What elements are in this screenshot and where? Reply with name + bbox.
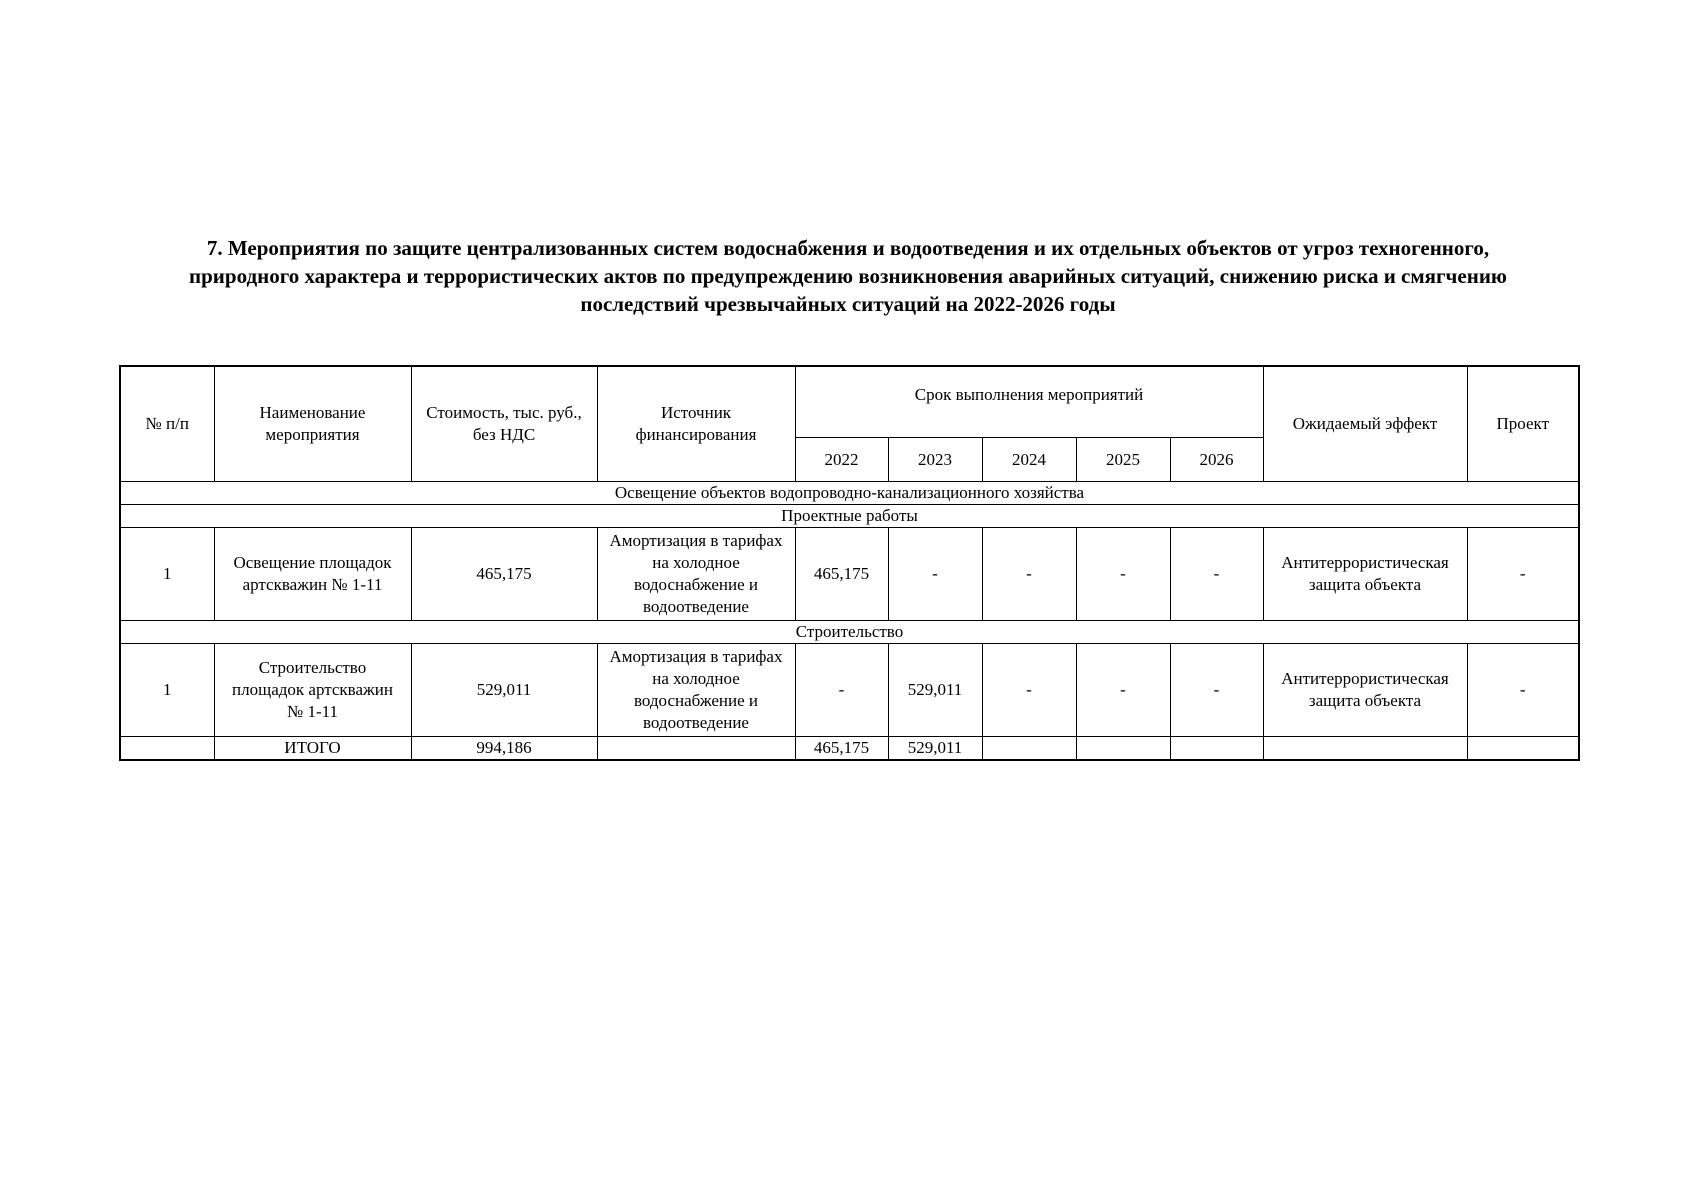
- cell-year: -: [795, 644, 888, 737]
- header-cost: Стоимость, тыс. руб., без НДС: [411, 366, 597, 482]
- cell-year: 465,175: [795, 528, 888, 621]
- header-source: Источник финансирования: [597, 366, 795, 482]
- cell-source: Амортизация в тарифах на холодное водоснабжение и водоотведение: [597, 644, 795, 737]
- cell-year: -: [1170, 644, 1263, 737]
- title-line-1: 7. Мероприятия по защите централизованных систем водоснабжения и водоотведения и их отдельных объектов от угроз техногенного,: [206, 236, 1490, 260]
- total-row: [120, 737, 1579, 761]
- cell-name: Строительство площадок артскважин № 1-11: [214, 644, 411, 737]
- cell-year: -: [982, 528, 1076, 621]
- title-line-2: природного характера и террористических актов по предупреждению возникновения аварийных ситуаций, снижению риска и смягчению: [189, 264, 1507, 288]
- cell-cost: 465,175: [411, 528, 597, 621]
- section-title: Проектные работы: [120, 505, 1579, 528]
- header-year: 2022: [795, 438, 888, 482]
- total-year: 465,175: [795, 737, 888, 761]
- cell-name: Освещение площадок артскважин № 1-11: [214, 528, 411, 621]
- cell-source: Амортизация в тарифах на холодное водоснабжение и водоотведение: [597, 528, 795, 621]
- cell-year: -: [1076, 644, 1170, 737]
- header-name: Наименование мероприятия: [214, 366, 411, 482]
- total-project: [1467, 737, 1579, 761]
- cell-year: -: [888, 528, 982, 621]
- group-title-row: [120, 482, 1579, 505]
- title-line-3: последствий чрезвычайных ситуаций на 2022-2026 годы: [580, 292, 1116, 316]
- total-source: [597, 737, 795, 761]
- header-term: Срок выполнения мероприятий: [795, 366, 1263, 438]
- total-num: [120, 737, 214, 761]
- table-row: [120, 644, 1579, 737]
- group-title: Освещение объектов водопроводно-канализационного хозяйства: [120, 482, 1579, 505]
- total-effect: [1263, 737, 1467, 761]
- cell-effect: Антитеррористическая защита объекта: [1263, 528, 1467, 621]
- cell-year: 529,011: [888, 644, 982, 737]
- cell-year: -: [982, 644, 1076, 737]
- total-label: ИТОГО: [214, 737, 411, 761]
- document-title: [130, 234, 1566, 318]
- header-year: 2026: [1170, 438, 1263, 482]
- header-row-1: [120, 366, 1579, 438]
- measures-table: [119, 365, 1580, 761]
- header-effect: Ожидаемый эффект: [1263, 366, 1467, 482]
- total-year: [982, 737, 1076, 761]
- header-year: 2024: [982, 438, 1076, 482]
- cell-effect: Антитеррористическая защита объекта: [1263, 644, 1467, 737]
- cell-cost: 529,011: [411, 644, 597, 737]
- cell-num: 1: [120, 528, 214, 621]
- header-num: № п/п: [120, 366, 214, 482]
- total-cost: 994,186: [411, 737, 597, 761]
- cell-project: -: [1467, 528, 1579, 621]
- header-year: 2025: [1076, 438, 1170, 482]
- section-title: Строительство: [120, 621, 1579, 644]
- cell-year: -: [1076, 528, 1170, 621]
- total-year: 529,011: [888, 737, 982, 761]
- total-year: [1076, 737, 1170, 761]
- header-project: Проект: [1467, 366, 1579, 482]
- cell-year: -: [1170, 528, 1263, 621]
- cell-num: 1: [120, 644, 214, 737]
- section-title-row: [120, 621, 1579, 644]
- table-row: [120, 528, 1579, 621]
- total-year: [1170, 737, 1263, 761]
- header-year: 2023: [888, 438, 982, 482]
- section-title-row: [120, 505, 1579, 528]
- cell-project: -: [1467, 644, 1579, 737]
